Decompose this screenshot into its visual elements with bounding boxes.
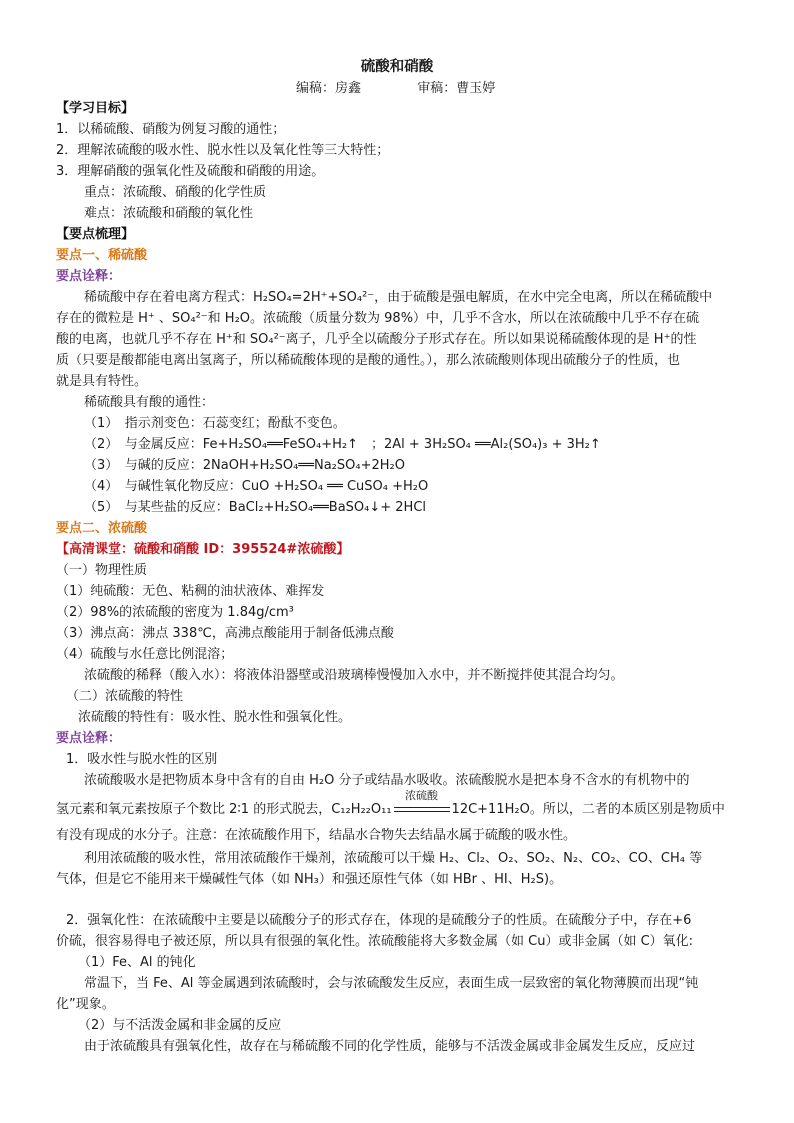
physical-1: （1）纯硫酸：无色、粘稠的油状液体、难挥发: [56, 584, 325, 599]
editor-info: [296, 80, 495, 98]
para1-line5: 就是具有特性。: [56, 374, 148, 389]
key-point: 重点：浓硫酸、硝酸的化学性质: [84, 185, 267, 200]
para1-line3: 酸的电离，也就几乎不存在 H⁺和 SO₄²⁻离子，几乎全以硫酸分子形式存在。所以如果说稀硫酸体现的是 H⁺的性: [56, 332, 697, 347]
property-4: （4） 与碱性氧化物反应：CuO +H₂SO₄ ══ CuSO₄ +H₂O: [84, 479, 429, 494]
reaction-condition-label: 浓硫酸: [405, 789, 439, 802]
dilution-rule: 浓硫酸的稀释（酸入水）：将液体沿器壁或沿玻璃棒慢慢加入水中，并不断搅拌使其混合均匀。: [84, 668, 624, 683]
difference-line2-end: 12C+11H₂O。所以，二者的本质区别是物质中: [451, 802, 725, 817]
reviewer-name: 审稿：曹玉婷: [417, 81, 496, 96]
section-key-points: 【要点梳理】: [56, 227, 135, 242]
difference-heading: 1．吸水性与脱水性的区别: [66, 752, 218, 767]
passivation-line2: 化”现象。: [56, 997, 115, 1012]
page-title: 硫酸和硝酸: [360, 59, 434, 75]
physical-3: （3）沸点高：沸点 338℃，高沸点酸能用于制备低沸点酸: [56, 626, 394, 641]
para1-line1: 稀硫酸中存在着电离方程式：H₂SO₄=2H⁺+SO₄²⁻，由于硫酸是强电解质，在水中完全电离，所以在稀硫酸中: [84, 290, 713, 305]
property-2: （2） 与金属反应：Fe+H₂SO₄══FeSO₄+H₂↑ ；2Al + 3H₂SO₄ ══Al₂(SO₄)₃ + 3H₂↑: [84, 437, 601, 452]
point-2-title: 要点二、浓硫酸: [56, 521, 148, 536]
property-5: （5） 与某些盐的反应：BaCl₂+H₂SO₄══BaSO₄↓+ 2HCl: [84, 500, 427, 515]
oxidation-line2: 价硫，很容易得电子被还原，所以具有很强的氧化性。浓硫酸能将大多数金属（如 Cu）或非金属（如 C）氧化:: [56, 934, 694, 949]
property-3: （3） 与碱的反应：2NaOH+H₂SO₄══Na₂SO₄+2H₂O: [84, 458, 405, 473]
para1-line4: 质（只要是酸都能电离出氢离子，所以稀硫酸体现的是酸的通性。），那么浓硫酸则体现出硫酸分子的性质，也: [56, 353, 681, 368]
physical-2: （2）98%的浓硫酸的密度为 1.84g/cm³: [56, 605, 294, 620]
reaction-equals-sign: [394, 807, 450, 812]
goal-2: 2．理解浓硫酸的吸水性、脱水性以及氧化性等三大特性；: [56, 143, 390, 158]
goal-1: 1．以稀硫酸、硝酸为例复习酸的通性；: [56, 122, 286, 137]
physical-properties-heading: （一）物理性质: [56, 563, 148, 578]
passivation-heading: （1）Fe、Al 的钝化: [78, 955, 196, 970]
property-1: （1） 指示剂变色：石蕊变红；酚酞不变色。: [84, 416, 346, 431]
passivation-line1: 常温下，当 Fe、Al 等金属遇到浓硫酸时，会与浓硫酸发生反应，表面生成一层致密的氧化物薄膜而出现“钝: [84, 976, 699, 991]
point-1-title: 要点一、稀硫酸: [56, 248, 148, 263]
special-properties-line: 浓硫酸的特性有：吸水性、脱水性和强氧化性。: [78, 710, 352, 725]
oxidation-line1: 2．强氧化性：在浓硫酸中主要是以硫酸分子的形式存在，体现的是硫酸分子的性质。在硫酸分子中，存在+6: [66, 913, 692, 928]
reaction-condition: [392, 789, 452, 819]
difference-line2: [56, 789, 725, 819]
goal-3: 3．理解硝酸的强氧化性及硫酸和硝酸的用途。: [56, 164, 325, 179]
special-properties-heading: （二）浓硫酸的特性: [66, 689, 184, 704]
drying-line1: 利用浓硫酸的吸水性，常用浓硫酸作干燥剂，浓硫酸可以干燥 H₂、Cl₂、O₂、SO₂、N₂、CO₂、CO、CH₄ 等: [84, 851, 703, 866]
inactive-metal-line1: 由于浓硫酸具有强氧化性，故存在与稀硫酸不同的化学性质，能够与不活泼金属或非金属发生反应，反应过: [84, 1039, 696, 1054]
difference-line2-start: 氢元素和氧元素按原子个数比 2∶1 的形式脱去，C₁₂H₂₂O₁₁: [56, 802, 392, 817]
difference-line1: 浓硫酸吸水是把物质本身中含有的自由 H₂O 分子或结晶水吸收。浓硫酸脱水是把本身不含水的有机物中的: [84, 773, 690, 788]
section-learning-goals: 【学习目标】: [56, 101, 135, 116]
physical-4: （4）硫酸与水任意比例混溶；: [56, 647, 234, 662]
acid-common-properties: 稀硫酸具有酸的通性：: [84, 395, 215, 410]
para1-line2: 存在的微粒是 H⁺ 、SO₄²⁻和 H₂O。浓硫酸（质量分数为 98%）中，几乎不含水，所以在浓硫酸中几乎不存在硫: [56, 311, 700, 326]
explain-heading-1: 要点诠释：: [56, 269, 122, 284]
hd-class-link[interactable]: 【高清课堂：硫酸和硝酸 ID：395524#浓硫酸】: [56, 542, 350, 557]
drying-line2: 气体，但是它不能用来干燥碱性气体（如 NH₃）和强还原性气体（如 HBr 、HI、H₂S)。: [56, 872, 563, 887]
explain-heading-2: 要点诠释：: [56, 731, 122, 746]
inactive-metal-heading: （2）与不活泼金属和非金属的反应: [78, 1018, 282, 1033]
difference-line3: 有没有现成的水分子。注意：在浓硫酸作用下，结晶水合物失去结晶水属于硫酸的吸水性。: [56, 828, 577, 843]
difficulty-point: 难点：浓硫酸和硝酸的氧化性: [84, 206, 254, 221]
editor-name: 编稿：房鑫: [296, 81, 362, 96]
